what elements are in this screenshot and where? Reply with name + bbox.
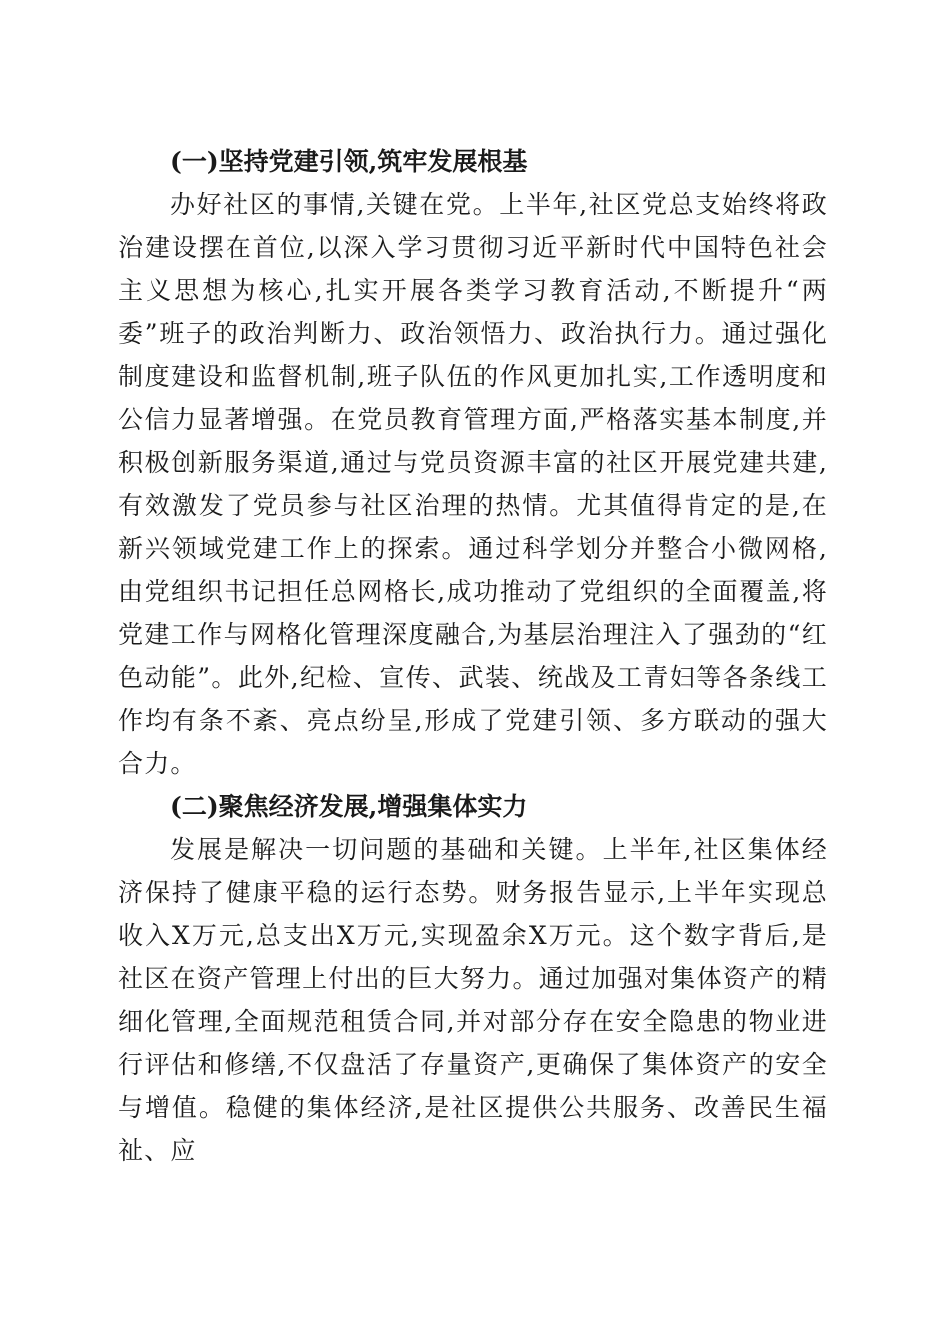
section-paragraph: 办好社区的事情,关键在党。上半年,社区党总支始终将政治建设摆在首位,以深入学习贯彻习近平新时代中国特色社会主义思想为核心,扎实开展各类学习教育活动,不断提升“两委”班子的政治判断力、政治领悟力、政治执行力。通过强化制度建设和监督机制,班子队伍的作风更加扎实,工作透明度和公信力显著增强。在党员教育管理方面,严格落实基本制度,并积极创新服务渠道,通过与党员资源丰富的社区开展党建共建,有效激发了党员参与社区治理的热情。尤其值得肯定的是,在新兴领域党建工作上的探索。通过科学划分并整合小微网格,由党组织书记担任总网格长,成功推动了党组织的全面覆盖,将党建工作与网格化管理深度融合,为基层治理注入了强劲的“红色动能”。此外,纪检、宣传、武装、统战及工青妇等各条线工作均有条不紊、亮点纷呈,形成了党建引领、多方联动的强大合力。 [118,190,828,778]
document-body [118,140,828,1172]
section-paragraph: 发展是解决一切问题的基础和关键。上半年,社区集体经济保持了健康平稳的运行态势。财务报告显示,上半年实现总收入X万元,总支出X万元,实现盈余X万元。这个数字背后,是社区在资产管理上付出的巨大努力。通过加强对集体资产的精细化管理,全面规范租赁合同,并对部分存在安全隐患的物业进行评估和修缮,不仅盘活了存量资产,更确保了集体资产的安全与增值。稳健的集体经济,是社区提供公共服务、改善民生福祉、应 [118,835,828,1165]
section-heading: (一)坚持党建引领,筑牢发展根基 [170,147,528,176]
section-heading: (二)聚焦经济发展,增强集体实力 [170,792,528,821]
